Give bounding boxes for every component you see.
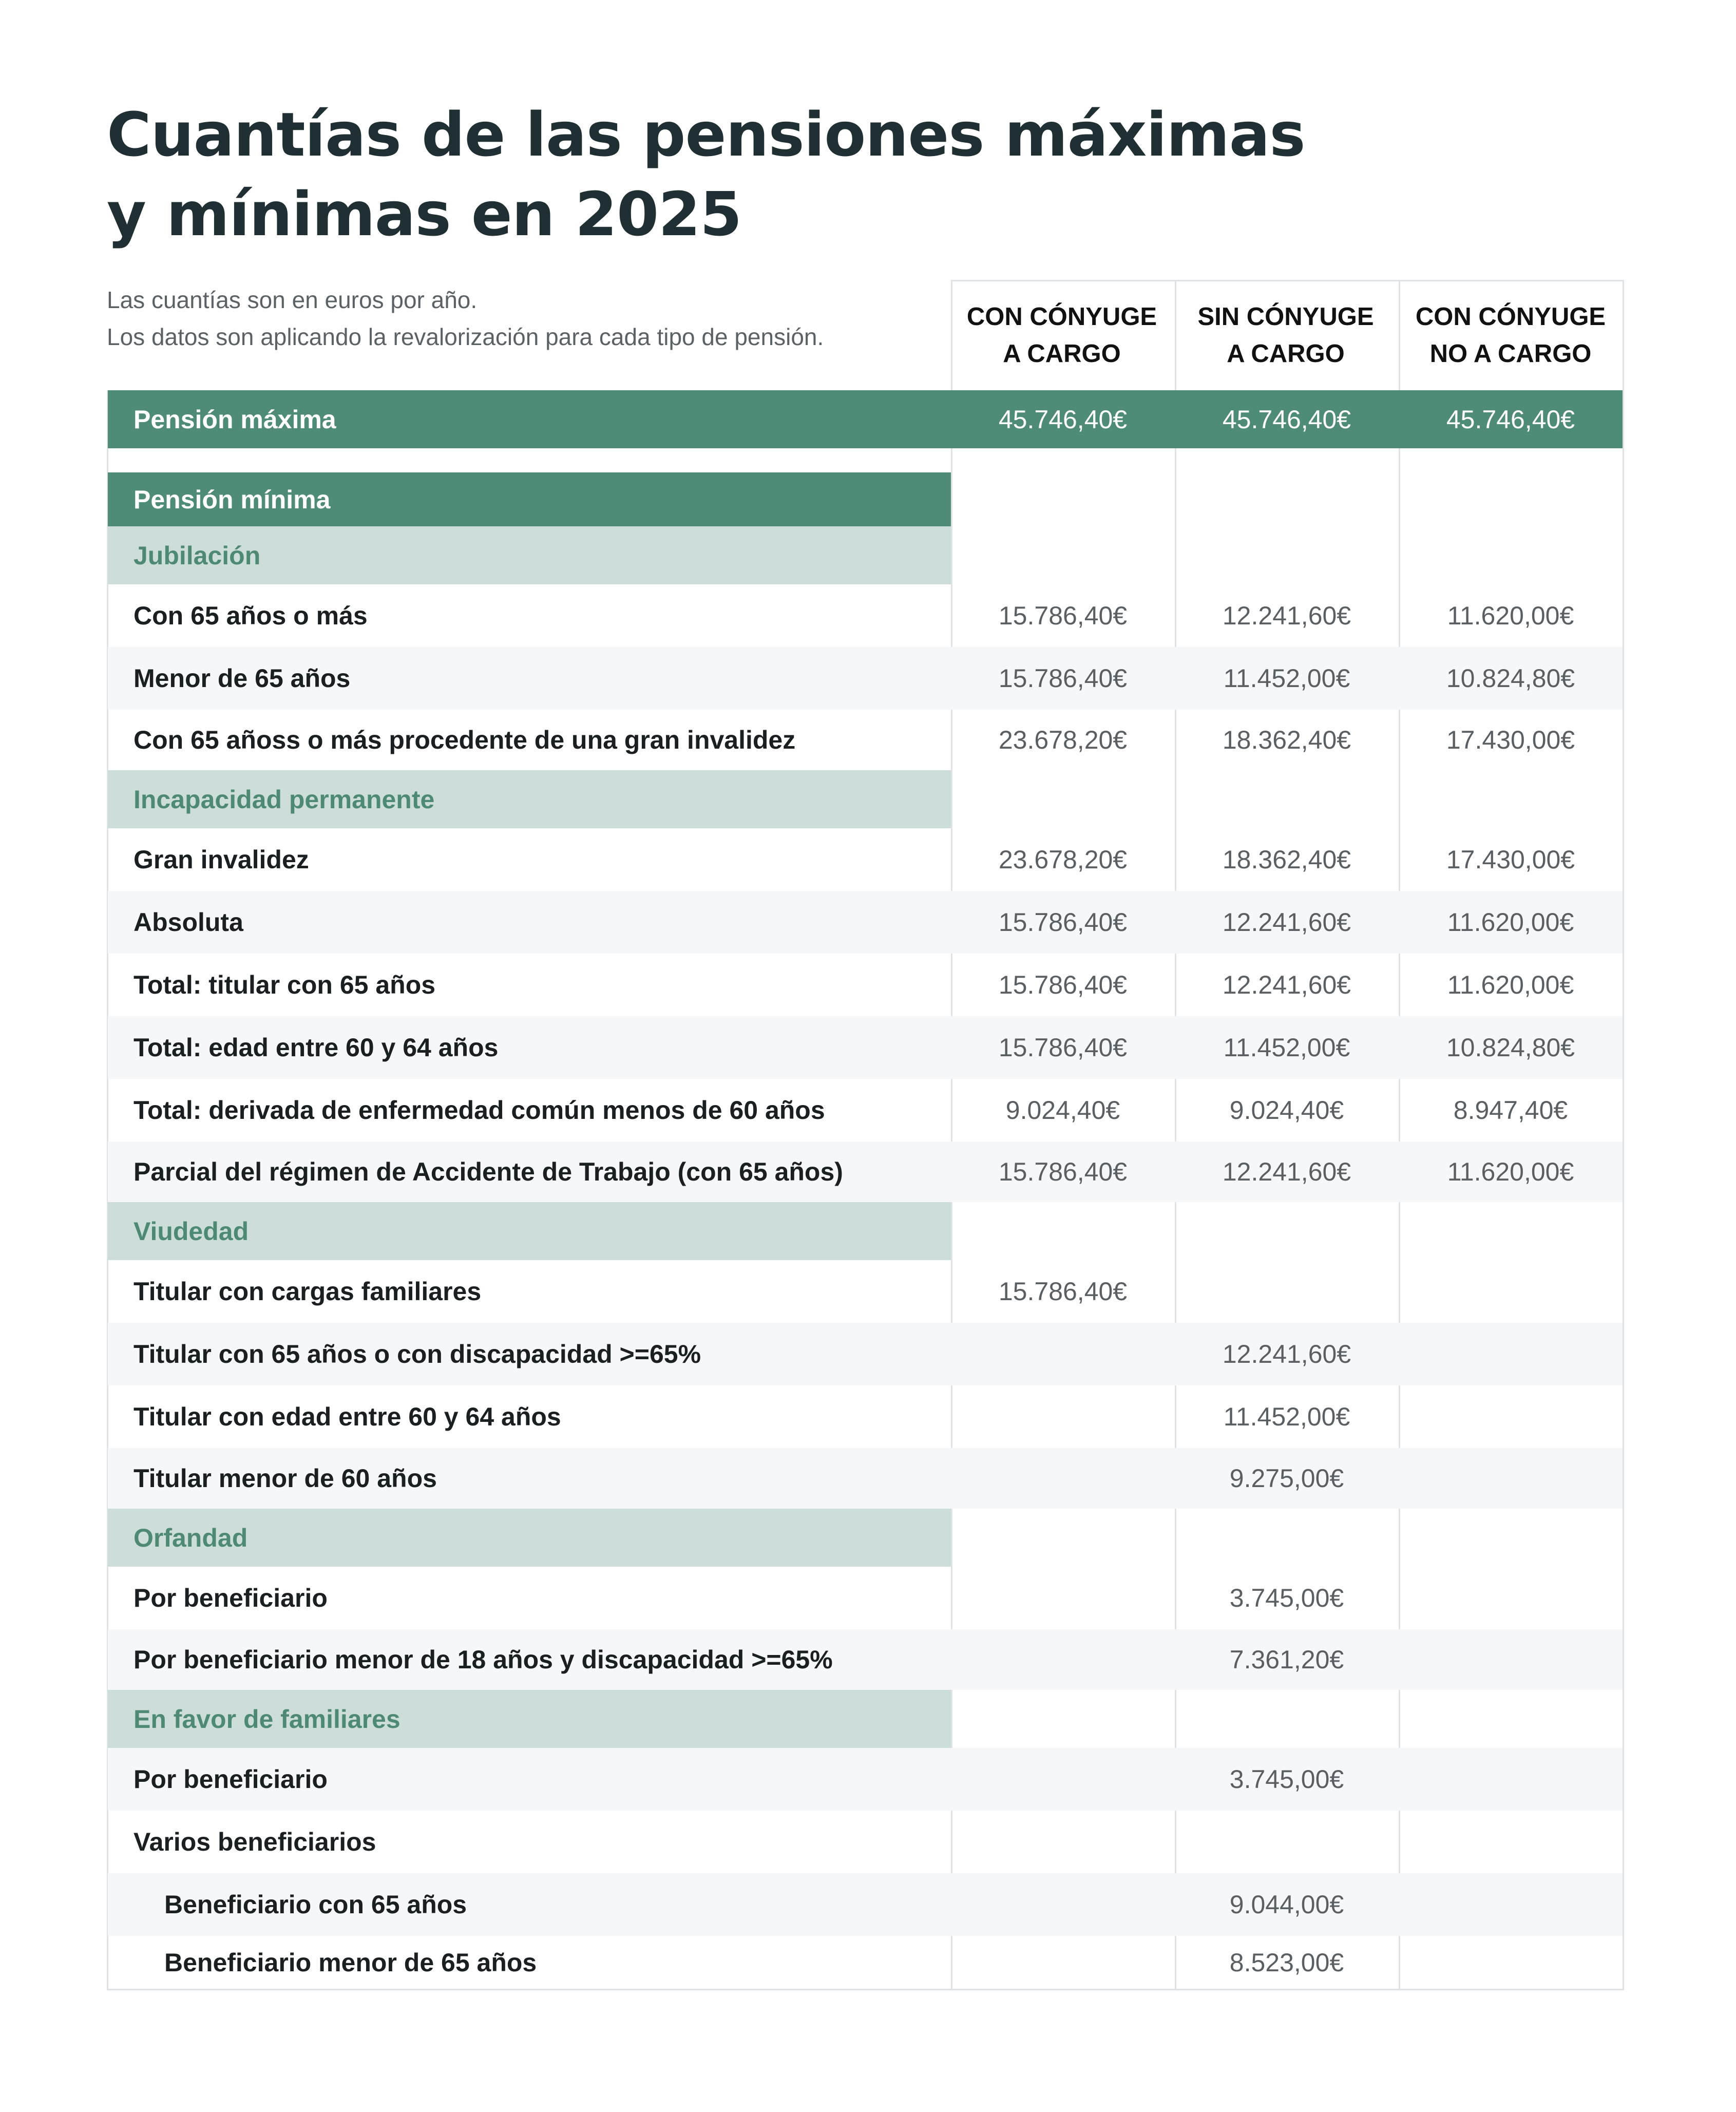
cell-value: 11.620,00€	[1447, 1157, 1574, 1186]
cell-value: 17.430,00€	[1446, 845, 1575, 874]
section-jubilacion	[108, 526, 1623, 584]
row-label: Parcial del régimen de Accidente de Trabajo (con 65 años)	[133, 1157, 843, 1186]
cell-value: 15.786,40€	[998, 971, 1128, 999]
cell-value: 8.947,40€	[1453, 1096, 1568, 1125]
cell-value: 11.452,00€	[1223, 1033, 1350, 1062]
row-pension-minima-header	[108, 472, 1623, 526]
section-viudedad	[108, 1202, 1623, 1260]
table-row	[108, 1567, 1623, 1629]
cell-value: 12.241,60€	[1222, 971, 1351, 999]
section-label: Jubilación	[108, 526, 951, 584]
column-header-sin-conyuge-a-cargo: SIN CÓNYUGE A CARGO	[1197, 302, 1374, 368]
row-label: Beneficiario con 65 años	[164, 1890, 467, 1919]
cell-value: 15.786,40€	[998, 908, 1128, 937]
row-label: Total: titular con 65 años	[133, 971, 436, 999]
cell-value: 7.361,20€	[1229, 1645, 1344, 1674]
row-label: Total: derivada de enfermedad común menos de 60 años	[133, 1096, 825, 1125]
cell-value: 15.786,40€	[998, 1033, 1128, 1062]
row-label: Por beneficiario	[133, 1584, 328, 1612]
row-pension-maxima	[108, 390, 1623, 448]
table-row	[108, 1748, 1623, 1811]
row-label: Titular con cargas familiares	[133, 1277, 482, 1306]
table-right-border	[1623, 280, 1624, 1990]
cell-value: 11.452,00€	[1223, 664, 1350, 693]
row-label: Con 65 añoss o más procedente de una gran invalidez	[133, 726, 796, 754]
cell-value: 45.746,40€	[998, 405, 1128, 434]
row-label: Titular con edad entre 60 y 64 años	[133, 1402, 561, 1431]
cell-value: 23.678,20€	[998, 845, 1128, 874]
table-row	[108, 1079, 1623, 1141]
cell-value: 18.362,40€	[1222, 845, 1351, 874]
table-row	[108, 1448, 1623, 1509]
row-label: Titular con 65 años o con discapacidad >=65%	[133, 1340, 701, 1368]
cell-value: 12.241,60€	[1222, 1157, 1351, 1186]
cell-value: 10.824,80€	[1446, 664, 1575, 693]
cell-value: 15.786,40€	[998, 664, 1128, 693]
column-header-con-conyuge-no-a-cargo: CON CÓNYUGE NO A CARGO	[1415, 302, 1606, 368]
cell-value: 10.824,80€	[1446, 1033, 1575, 1062]
table-row	[108, 710, 1623, 770]
table-row	[108, 828, 1623, 891]
table-row	[108, 1260, 1623, 1323]
section-label: Pensión mínima	[108, 472, 951, 526]
subtitle-line-2: Los datos son aplicando la revalorización para cada tipo de pensión.	[107, 324, 824, 350]
table-row	[108, 647, 1623, 710]
section-orfandad	[108, 1509, 1623, 1567]
table-row	[108, 1141, 1623, 1202]
row-label: Beneficiario menor de 65 años	[164, 1948, 537, 1977]
table-row	[108, 1811, 1623, 1873]
cell-value: 11.620,00€	[1447, 971, 1574, 999]
section-label: Viudedad	[108, 1202, 951, 1260]
cell-value: 15.786,40€	[998, 1277, 1128, 1306]
table-row	[108, 1323, 1623, 1385]
table-row	[108, 954, 1623, 1016]
cell-value: 8.523,00€	[1229, 1948, 1344, 1977]
table-row	[108, 1385, 1623, 1448]
cell-value: 3.745,00€	[1229, 1584, 1344, 1612]
table-row	[108, 1629, 1623, 1690]
table-row	[108, 891, 1623, 954]
row-label: Con 65 años o más	[133, 601, 368, 630]
cell-value: 11.620,00€	[1447, 601, 1574, 630]
row-label: Menor de 65 años	[133, 664, 351, 693]
page-title-line-2: y mínimas en 2025	[107, 179, 742, 250]
cell-value: 11.452,00€	[1223, 1402, 1350, 1431]
table-row	[108, 1016, 1623, 1079]
cell-value: 17.430,00€	[1446, 726, 1575, 754]
cell-value: 23.678,20€	[998, 726, 1128, 754]
cell-value: 11.620,00€	[1447, 908, 1574, 937]
section-en-favor-de-familiares	[108, 1690, 1623, 1748]
cell-value: 12.241,60€	[1222, 601, 1351, 630]
row-label: Por beneficiario	[133, 1765, 328, 1794]
cell-value: 15.786,40€	[998, 1157, 1128, 1186]
section-label: En favor de familiares	[108, 1690, 951, 1748]
column-header-con-conyuge-a-cargo: CON CÓNYUGE A CARGO	[966, 302, 1157, 368]
row-label: Absoluta	[133, 908, 243, 937]
row-label: Pensión máxima	[133, 405, 336, 434]
cell-value: 45.746,40€	[1222, 405, 1351, 434]
page-subtitle	[107, 281, 939, 355]
section-incapacidad-permanente	[108, 770, 1623, 828]
row-label: Titular menor de 60 años	[133, 1464, 437, 1493]
cell-value: 9.275,00€	[1229, 1464, 1344, 1493]
cell-value: 9.044,00€	[1229, 1890, 1344, 1919]
subtitle-line-1: Las cuantías son en euros por año.	[107, 287, 478, 313]
page-title-line-1: Cuantías de las pensiones máximas	[107, 99, 1305, 170]
table-row	[108, 584, 1623, 647]
table-row	[108, 1873, 1623, 1936]
table-row	[108, 1936, 1623, 1989]
row-label: Total: edad entre 60 y 64 años	[133, 1033, 499, 1062]
cell-value: 12.241,60€	[1222, 1340, 1351, 1368]
section-label: Orfandad	[108, 1509, 951, 1567]
cell-value: 9.024,40€	[1229, 1096, 1344, 1125]
cell-value: 9.024,40€	[1005, 1096, 1120, 1125]
row-label: Por beneficiario menor de 18 años y discapacidad >=65%	[133, 1645, 833, 1674]
page-title	[107, 95, 1442, 254]
cell-value: 45.746,40€	[1446, 405, 1575, 434]
table-bottom-border	[107, 1989, 1624, 1990]
row-label: Gran invalidez	[133, 845, 309, 874]
section-label: Incapacidad permanente	[108, 770, 951, 828]
cell-value: 12.241,60€	[1222, 908, 1351, 937]
cell-value: 18.362,40€	[1222, 726, 1351, 754]
row-label: Varios beneficiarios	[133, 1828, 376, 1856]
cell-value: 15.786,40€	[998, 601, 1128, 630]
cell-value: 3.745,00€	[1229, 1765, 1344, 1794]
